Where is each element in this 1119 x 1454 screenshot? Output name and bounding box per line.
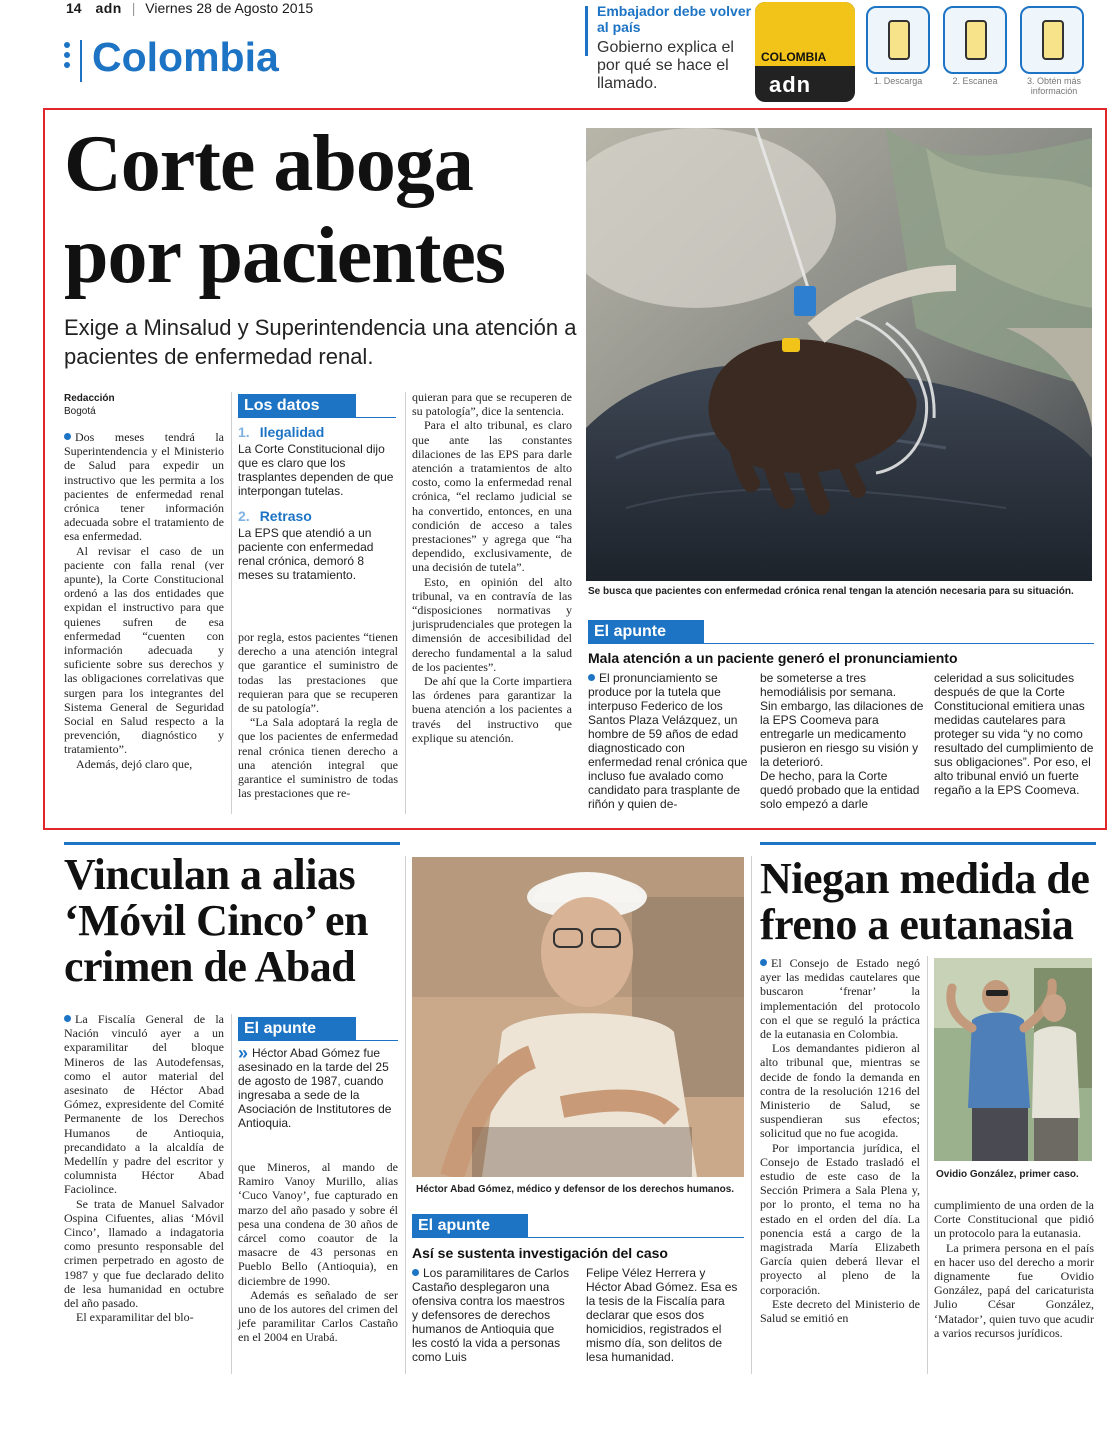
column-rule: [231, 1014, 232, 1374]
paragraph: Se trata de Manuel Salvador Ospina Cifuentes, alias ‘Móvil Cinco’, llamado a indagatoria como presunto responsable del crimen perpetrado en agosto de 1987 y que fue declarado delito de lesa humanidad en octubre del año pasado.: [64, 1196, 224, 1311]
paragraph: De ahí que la Corte impartiera las órdenes para garantizar la buena atención a los pacientes a través del instructivo que explique su atención.: [412, 674, 572, 745]
apunte-column-1: El pronunciamiento se produce por la tutela que interpuso Federico de los Santos Plaza Velázquez, un hombre de 59 años de edad diagnosticado con enfermedad renal crónica que incluso fue avalado como candidato para trasplante de riñón y quien de-: [588, 671, 748, 811]
app-logo-top: [755, 2, 855, 48]
step-label-info: 3. Obtén más información: [1026, 76, 1082, 96]
section-divider: [80, 40, 82, 82]
patient-photo: [586, 128, 1092, 581]
abad-apunte-underline: [238, 1040, 398, 1041]
bullet-icon: [412, 1269, 419, 1276]
step-label-download: 1. Descarga: [873, 76, 923, 86]
issue-date: Viernes 28 de Agosto 2015: [145, 0, 314, 16]
promo-divider: [585, 6, 588, 56]
datos-item-text: La EPS que atendió a un paciente con enfermedad renal crónica, demoró 8 meses su tratamiento.: [238, 526, 374, 582]
hector-abad-photo: [412, 857, 744, 1177]
promo-kicker[interactable]: Embajador debe volver al país: [597, 3, 752, 35]
paragraph: Además, dejó claro que,: [76, 756, 193, 771]
abad-apunte2-underline: [412, 1237, 744, 1238]
apunte-column-3: celeridad a sus solicitudes después de que la Corte Constitucional emitiera unas medidas cautelares para proteger su vida “y no como resultado del cumplimiento de sus obligaciones”. Por eso, el alto tribunal envió un fuerte regaño a la EPS Coomeva.: [934, 671, 1094, 797]
main-column-2: [238, 630, 398, 800]
eutanasia-column-2: [934, 1198, 1094, 1340]
main-deck: Exige a Minsalud y Superintendencia una atención a pacientes de enfermedad renal.: [64, 315, 577, 369]
paragraph: La primera persona en el país en hacer uso del derecho a morir dignamente fue Ovidio González, papá del caricaturista Julio César González, ‘Matador’, quien tuvo que acudir a varios recursos jurídicos.: [934, 1240, 1094, 1340]
paragraph: que Mineros, al mando de Ramiro Vanoy Murillo, alias ‘Cuco Vanoy’, fue capturado en marzo del año pasado y sobre él pesa una condena de 30 años de cárcel como coautor de la masacre de 43 personas en Pueblo Bello (Antioquia), en diciembre de 1990.: [238, 1160, 398, 1288]
story-rule: [760, 842, 1096, 845]
main-headline: Corte aboga por pacientes: [64, 120, 506, 300]
byline-city: Bogotá: [64, 406, 96, 417]
download-step-icon: [866, 6, 930, 74]
bullet-icon: [588, 674, 595, 681]
ovidio-gonzalez-photo: [934, 958, 1092, 1161]
paragraph: Por importancia jurídica, el Consejo de Estado trasladó el estudio de este caso de la Sección Primera a Sala Plena y, por lo pronto, el tema no ha estado en el orden del día. La ponencia está a cargo de la magistrada María Elizabeth García quien deberá llevar el proyecto al pleno de la corporación.: [760, 1140, 920, 1297]
section-title: Colombia: [92, 34, 279, 80]
apunte-label: El apunte: [588, 620, 704, 644]
column-rule: [405, 856, 406, 1374]
abad-photo-caption: Héctor Abad Gómez, médico y defensor de los derechos humanos.: [416, 1184, 735, 1195]
paragraph: Este decreto del Ministerio de Salud se emitió en: [760, 1296, 920, 1326]
datos-item-text: La Corte Constitucional dijo que es claro que los trasplantes dependen de que interpongan tutelas.: [238, 442, 394, 498]
byline-name: Redacción: [64, 393, 115, 404]
photo-caption: Se busca que pacientes con enfermedad crónica renal tengan la atención necesaria para su situación.: [588, 586, 1074, 597]
abad-apunte2-column-1: Los paramilitares de Carlos Castaño desplegaron una ofensiva contra los maestros y defensores de derechos humanos de Antioquia que les costó la vida a personas como Luis: [412, 1266, 570, 1364]
paragraph: por regla, estos pacientes “tienen derecho a una atención integral que garantice el suministro de todas las prestaciones que requieran para que se recuperen de su patología”.: [238, 630, 398, 716]
column-rule: [751, 856, 752, 1374]
app-logo-brand: adn: [769, 72, 812, 97]
paragraph: quieran para que se recuperen de su patología”, dice la sentencia.: [412, 390, 572, 419]
brand-name: adn: [95, 0, 122, 16]
paragraph: La Fiscalía General de la Nación vinculó ayer a un exparamilitar del bloque Mineros de las Autodefensas, como el autor material del asesinato de Héctor Abad Gómez, expresidente del Comité Permanente de los Derechos Humanos de Antioquia, precandidato a la alcaldía de Medellín y padre del escritor y columnista Héctor Abad Faciolince.: [64, 1012, 224, 1197]
eutanasia-column-1: [760, 956, 920, 1325]
datos-item-title: 2. Retraso: [238, 508, 312, 524]
column-rule: [927, 956, 928, 1374]
paragraph: “La Sala adoptará la regla de que los pacientes de enfermedad renal crónica tienen derecho a una atención integral que garantice el suministro de todas las prestaciones que re-: [238, 715, 398, 801]
bullet-icon: [64, 1015, 71, 1022]
paragraph: El exparamilitar del blo-: [76, 1310, 194, 1325]
app-logo[interactable]: [755, 2, 855, 102]
abad-apunte-text: » Héctor Abad Gómez fue asesinado en la tarde del 25 de agosto de 1987, cuando ingresaba a sede de la Asociación de Institutores de Antioquia.: [238, 1043, 392, 1130]
apunte-underline: [588, 643, 1094, 644]
abad-apunte2-label: El apunte: [412, 1214, 528, 1238]
abad-column-2: [238, 1160, 398, 1345]
step-label-scan: 2. Escanea: [952, 76, 998, 86]
abad-apunte2-column-2: Felipe Vélez Herrera y Héctor Abad Gómez. Esa es la tesis de la Fiscalía para declarar que esos dos homicidios, registrados el mismo día, son delitos de lesa humanidad.: [586, 1266, 738, 1364]
page-folio: [66, 0, 313, 16]
paragraph: cumplimiento de una orden de la Corte Constitucional que pidió un protocolo para la eutanasia.: [934, 1198, 1094, 1241]
scan-step-icon: [943, 6, 1007, 74]
abad-apunte-label: El apunte: [238, 1017, 356, 1041]
byline: [64, 392, 115, 418]
bullet-icon: [64, 433, 71, 440]
story-rule: [64, 842, 400, 845]
ovidio-photo-caption: Ovidio González, primer caso.: [936, 1169, 1079, 1180]
abad-headline: Vinculan a alias ‘Móvil Cinco’ en crimen de Abad: [64, 850, 369, 991]
main-column-1: [64, 430, 224, 771]
abad-column-1: [64, 1012, 224, 1324]
column-rule: [231, 392, 232, 814]
quote-arrow-icon: »: [238, 1043, 249, 1063]
apunte-column-2: be someterse a tres hemodiálisis por semana. Sin embargo, las dilaciones de la EPS Coomeva para entregarle un medicamento pusieron en riesgo su visión y la deterioró. De hecho, para la Corte quedó probado que la entidad solo empezó a darle: [760, 671, 924, 811]
paragraph: El Consejo de Estado negó ayer las medidas cautelares que buscaron ‘frenar’ la implementación del protocolo con el que se reguló la práctica de la eutanasia en Colombia.: [760, 956, 920, 1042]
info-step-icon: [1020, 6, 1084, 74]
main-column-3: [412, 390, 572, 745]
datos-underline: [238, 417, 396, 418]
column-rule: [405, 392, 406, 814]
promo-text[interactable]: Gobierno explica el por qué se hace el llamado.: [597, 39, 734, 92]
paragraph: Los demandantes pidieron al alto tribunal que, mientras se decide de fondo la demanda en contra de la resolución 1216 del Ministerio de Salud, se suspendieran sus efectos; solicitud que no fue acogida.: [760, 1041, 920, 1141]
paragraph: Para el alto tribunal, es claro que ante las constantes dilaciones de las EPS para darle atención a tratamientos de alto costo, como la enfermedad renal crónica, “el reclamo judicial se ha convertido, entonces, en una condición de acceso a tales prestaciones” y agrega que “ha dependido, exclusivamente, de una decisión de tutela”.: [412, 418, 572, 575]
bullet-icon: [760, 959, 767, 966]
paragraph: Dos meses tendrá la Superintendencia y el Ministerio de Salud para expedir un instructivo que les permita a los pacientes de enfermedad renal crónica tener información adecuada sobre el tratamiento de esa enfermedad.: [64, 430, 224, 544]
paragraph: Esto, en opinión del alto tribunal, va en contravía de las “disposiciones normativas y jurisprudenciales que protegen la dimensión de accesibilidad del derecho fundamental a la salud de los pacientes”.: [412, 574, 572, 674]
app-logo-word: COLOMBIA: [761, 50, 827, 64]
abad-apunte2-headline: Así se sustenta investigación del caso: [412, 1245, 668, 1261]
datos-item-title: 1. Ilegalidad: [238, 424, 325, 440]
paragraph: Al revisar el caso de un paciente con falla renal (ver apunte), la Corte Constitucional ordenó a las dos entidades que expidan el instructivo para que quienes sufren de esa enfermedad “cuenten con información adecuada y suficiente sobre sus derechos y las obligaciones correlativas que surgen para los integrantes del Sistema General de Seguridad Social en Salud respecto a la prevención, diagnóstico y tratamiento”.: [64, 543, 224, 757]
section-dots-icon: [64, 42, 70, 72]
eutanasia-headline: Niegan medida de freno a eutanasia: [760, 854, 1090, 949]
apunte-headline: Mala atención a un paciente generó el pronunciamiento: [588, 650, 958, 666]
datos-list: [238, 424, 398, 582]
paragraph: Además es señalado de ser uno de los autores del crimen del jefe paramilitar Carlos Castaño en el 2004 en Urabá.: [238, 1287, 398, 1345]
folio-separator: |: [131, 0, 136, 16]
datos-label: Los datos: [238, 394, 356, 418]
page-number: 14: [66, 0, 82, 16]
